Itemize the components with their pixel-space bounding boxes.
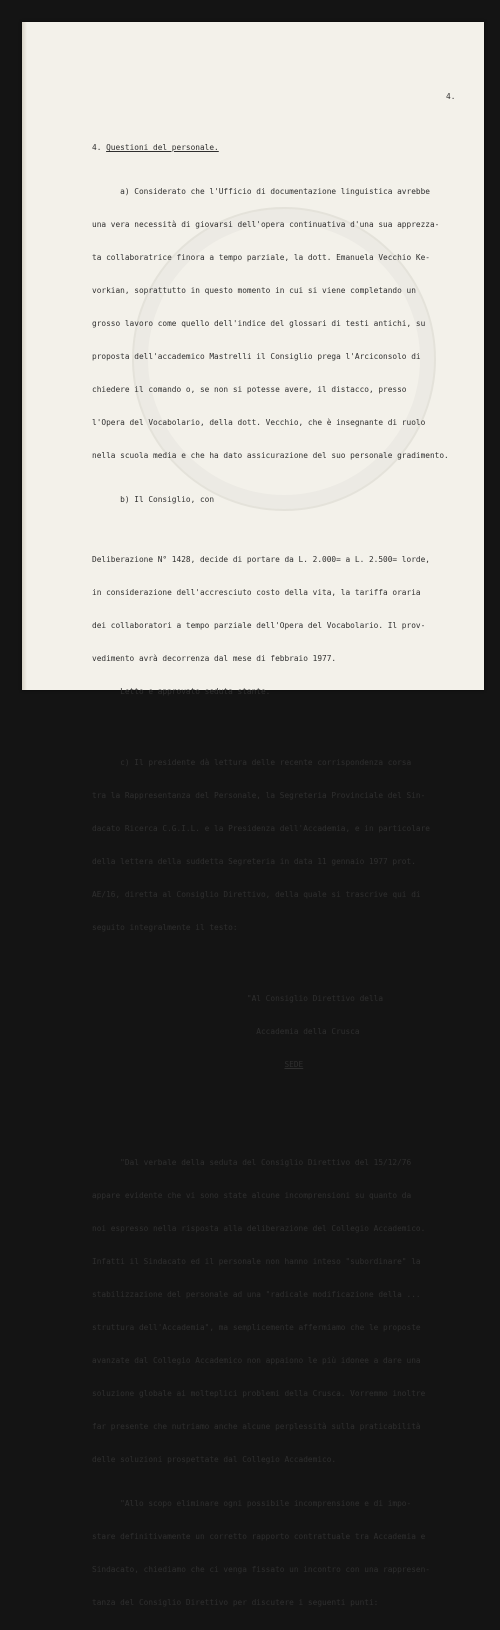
letter-line: soluzione globale ai molteplici problemi della Crusca. Vorremmo inoltre [92,1389,426,1398]
paragraph-c-line: tra la Rappresentanza del Personale, la Segreteria Provinciale del Sin- [92,791,426,800]
letter-line: struttura dell'Accademia", ma semplicemente affermiamo che le proposte [92,1323,421,1332]
paragraph-c-line: della lettera della suddetta Segreteria in data 11 gennaio 1977 prot. [92,857,416,866]
paragraph-a-line: vorkian, soprattutto in questo momento in cui si viene completando un [92,286,416,295]
paragraph-a-line: chiedere il comando o, se non si potesse avere, il distacco, presso [92,385,407,394]
paragraph-a-line: grosso lavoro come quello dell'indice del glossari di testi antichi, su [92,319,426,328]
section-number: 4. [92,143,107,152]
paragraph-a-line: una vera necessità di giovarsi dell'opera continuativa d'una sua apprezza- [92,220,440,229]
letter-line: "Allo scopo eliminare ogni possibile incomprensione e di impo- [92,1499,412,1508]
document-page [22,22,484,1607]
paragraph-a-line: proposta dell'accademico Mastrelli il Consiglio prega l'Arciconsolo di [92,352,421,361]
address-line: SEDE [284,1060,304,1069]
paragraph-b-line: in considerazione dell'accresciuto costo della vita, la tariffa oraria [92,588,421,597]
letter-line: delle soluzioni prospettate dal Collegio Accademico. [92,1455,337,1464]
paragraph-b-line: vedimento avrà decorrenza dal mese di febbraio 1977. [92,654,337,663]
paragraph-c-line: seguito integralmente il testo: [92,923,238,932]
letter-line: far presente che nutriamo anche alcune perplessità sulla praticabilità [92,1422,421,1431]
address-line: "Al Consiglio Direttivo della [246,994,384,1003]
document-body [92,120,482,1630]
page-number: 4. [446,92,456,101]
letter-line: stabilizzazione del personale ad una "radicale modificazione della ... [92,1290,421,1299]
paragraph-c-line: dacato Ricerca C.G.I.L. e la Presidenza dell'Accademia, e in particolare [92,824,430,833]
paragraph-b-intro: b) Il Consiglio, con [92,495,215,504]
letter-line: tanza del Consiglio Direttivo per discutere i seguenti punti: [92,1598,379,1607]
letter-line: avanzate dal Collegio Accademico non appaiono le più idonee a dare una [92,1356,421,1365]
paragraph-b-line: Deliberazione N° 1428, decide di portare da L. 2.000= a L. 2.500= lorde, [92,555,430,564]
paragraph-a-line: a) Considerato che l'Ufficio di documentazione linguistica avrebbe [92,187,430,196]
paragraph-a-line: nella scuola media e che ha dato assicurazione del suo personale gradimento. [92,451,449,460]
letter-line: stare definitivamente un corretto rapporto contrattuale tra Accademia e [92,1532,426,1541]
paragraph-b-line: dei collaboratori a tempo parziale dell'Opera del Vocabolario. Il prov- [92,621,426,630]
paragraph-a-line: l'Opera del Vocabolario, della dott. Vecchio, che è insegnante di ruolo [92,418,426,427]
binding-edge [22,22,27,690]
address-line: Accademia della Crusca [256,1027,360,1036]
approval-note: Letto e approvato seduta stante. [92,687,271,696]
letter-line: appare evidente che vi sono state alcune incomprensioni su quanto da [92,1191,412,1200]
letter-line: Sindacato, chiediamo che ci venga fissato un incontro con una rappresen- [92,1565,430,1574]
paragraph-c-line: c) Il presidente dà lettura delle recente corrispondenza corsa [92,758,412,767]
paragraph-a-line: ta collaboratrice finora a tempo parziale, la dott. Emanuela Vecchio Ke- [92,253,430,262]
letter-line: Infatti il Sindacato ed il personale non hanno inteso "subordinare" la [92,1257,421,1266]
letter-line: "Dal verbale della seduta del Consiglio Direttivo del 15/12/76 [92,1158,412,1167]
section-title: Questioni del personale. [106,143,219,152]
letter-line: noi espresso nella risposta alla deliberazione del Collegio Accademico. [92,1224,426,1233]
paragraph-c-line: AE/16, diretta al Consiglio Direttivo, della quale si trascrive qui di [92,890,421,899]
section-heading [92,142,482,153]
